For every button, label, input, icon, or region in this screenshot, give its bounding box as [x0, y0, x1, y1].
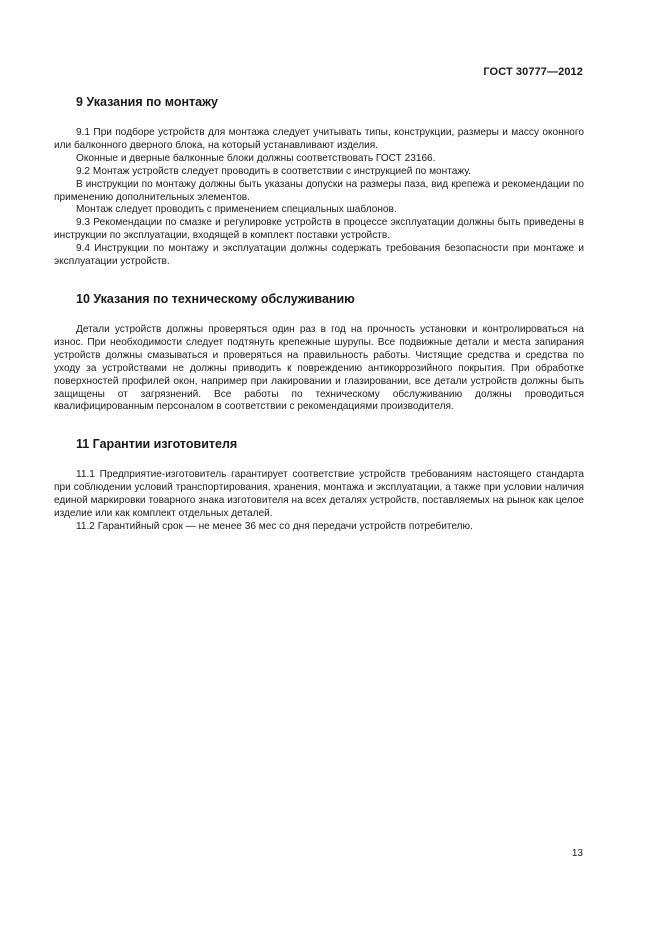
page-number: 13	[571, 848, 583, 859]
section-title: 11 Гарантии изготовителя	[76, 437, 238, 452]
section-10	[54, 291, 584, 414]
paragraph: 9.4 Инструкции по монтажу и эксплуатации должны содержать требования безопасности при монтаже и эксплуатации устройств.	[54, 243, 584, 268]
paragraph: 9.3 Рекомендации по смазке и регулировке устройств в процессе эксплуатации должны быть приведены в инструкции по эксплуатации, входящей в комплект поставки устройств.	[54, 217, 584, 242]
paragraph: 9.2 Монтаж устройств следует проводить в соответствии с инструкцией по монтажу.	[76, 165, 472, 177]
paragraph: В инструкции по монтажу должны быть указаны допуски на размеры паза, вид крепежа и рекомендации по применению дополнительных элементов.	[54, 178, 584, 203]
document-code: ГОСТ 30777—2012	[483, 66, 583, 78]
paragraph: Монтаж следует проводить с применением специальных шаблонов.	[76, 204, 397, 216]
paragraph	[54, 127, 584, 153]
section-11	[54, 436, 584, 534]
paragraph: Оконные и дверные балконные блоки должны соответствовать ГОСТ 23166.	[76, 152, 436, 164]
section-9	[54, 94, 584, 269]
paragraph: 11.1 Предприятие-изготовитель гарантирует соответствие устройств требованиям настоящего стандарта при соблюдении условий транспортирования, хранения, монтажа и эксплуатации, а также при условии наличия единой маркировки товарного знака изготовителя на всех деталях устройств, поставляемых на рынок как целое изделие или как комплект отдельных деталей.	[54, 469, 584, 520]
paragraph: Детали устройств должны проверяться один раз в год на прочность установки и контролироваться на износ. При необходимости следует подтянуть крепежные шурупы. Все подвижные детали и места запирания устройств должны смазываться и проверяться на правильность работы. Чистящие средства и средства по уходу за устройствами не должны приводить к повреждению антикоррозийного покрытия. При обработке поверхностей профилей окон, например при лакировании и глазировании, все детали устройств должны быть защищены от загрязнений. Все работы по техническому обслуживанию должны проводиться квалифицированным персоналом в соответствии с рекомендациями производителя.	[54, 323, 584, 413]
section-title: 10 Указания по техническому обслуживанию	[76, 291, 355, 306]
paragraph-text: 9.1 При подборе устройств для монтажа следует учитывать типы, конструкции, размеры и массу оконного или балконного дверного блока, на который устанавливают изделия.	[54, 127, 584, 151]
section-title: 9 Указания по монтажу	[76, 95, 218, 109]
document-body	[54, 94, 584, 556]
paragraph: 11.2 Гарантийный срок — не менее 36 мес со дня передачи устройств потребителю.	[76, 520, 473, 532]
